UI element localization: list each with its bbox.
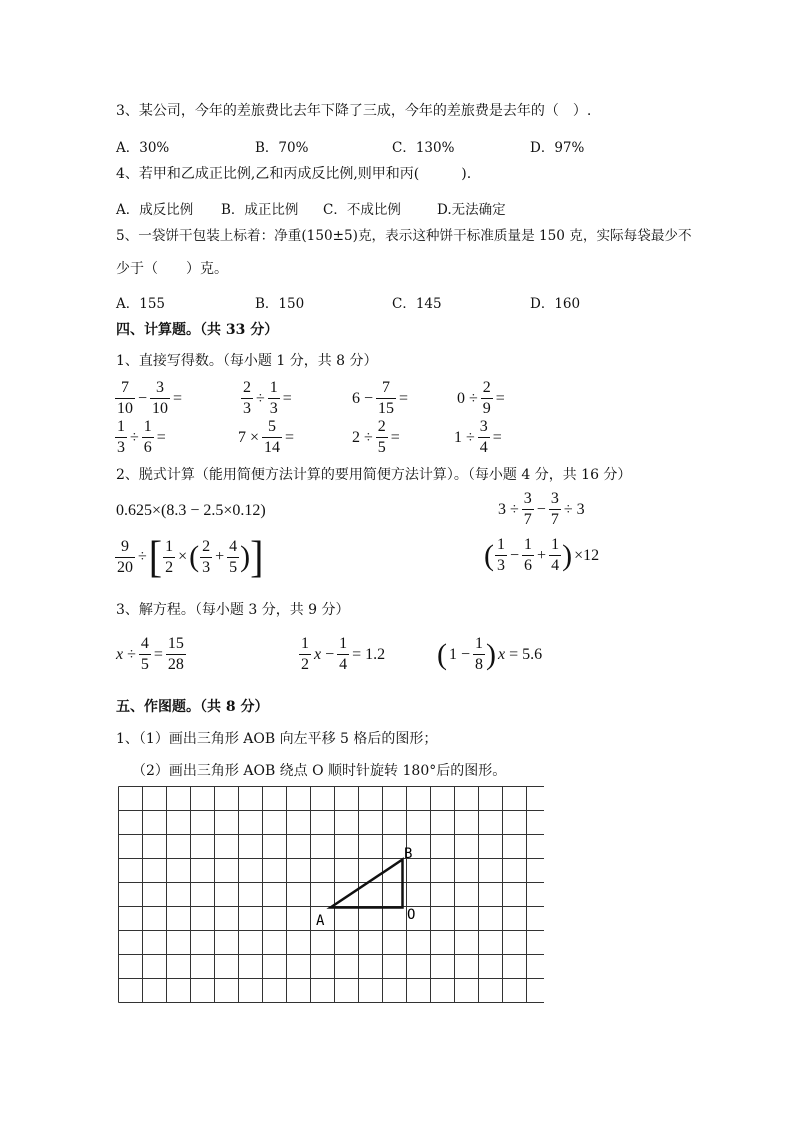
equation-1: x ÷ $\frac{4}{5}$ = $\frac{15}{28}$ [116,635,184,673]
section4-part3-title: 3、解方程。（每小题 3 分，共 9 分） [116,602,350,618]
q3-option-c: C．130% [392,140,455,156]
q5-stem-line2: 少于（ ）克。 [116,261,228,277]
q4-option-a: A．成反比例 [116,202,194,218]
expr-4: ( $\frac{1}{3}$ − $\frac{1}{6}$ + $\frac{1}{4}$ ) ×12 [484,536,600,574]
oral-item-1: $\frac{7}{10}$ − $\frac{3}{10}$ = [117,379,183,417]
q5-option-a: A．155 [116,296,166,312]
label-b: B [404,846,413,862]
q5-option-b: B．150 [255,296,305,312]
q3-stem: 3、某公司，今年的差旅费比去年下降了三成，今年的差旅费是去年的（ ）. [116,103,592,119]
q3-option-d: D．97% [530,140,585,156]
expr-2: 3 ÷ $\frac{3}{7}$ − $\frac{3}{7}$ ÷ 3 [498,490,585,528]
grid-lines [119,787,545,1003]
label-o: O [407,907,416,923]
equation-2: $\frac{1}{2}$ x − $\frac{1}{4}$ = 1.2 [301,635,386,673]
oral-item-6: 7 × $\frac{5}{14}$ = [238,418,295,456]
q4-option-b: B．成正比例 [221,202,299,218]
drawing-grid [118,786,544,1006]
section4-title: 四、计算题。（共 33 分） [116,322,279,338]
oral-item-7: 2 ÷ $\frac{2}{5}$ = [352,418,400,456]
oral-item-5: $\frac{1}{3}$ ÷ $\frac{1}{6}$ = [117,418,166,456]
q3-option-a: A．30% [116,140,170,156]
oral-item-2: $\frac{2}{3}$ ÷ $\frac{1}{3}$ = [243,379,292,417]
expr-3: $\frac{9}{20}$ ÷[ $\frac{1}{2}$ ×( $\frac{2}{3}$ + $\frac{4}{5}$ )] [117,531,264,582]
oral-item-8: 1 ÷ $\frac{3}{4}$ = [454,418,502,456]
q4-stem: 4、若甲和乙成正比例,乙和丙成反比例,则甲和丙( ). [116,166,472,182]
section4-part1-title: 1、直接写得数。（每小题 1 分，共 8 分） [116,353,378,369]
section4-part2-title: 2、脱式计算（能用简便方法计算的要用简便方法计算）。（每小题 4 分，共 16 分） [116,467,632,483]
label-a: A [316,913,325,929]
section5-instruction-1: 1、（1）画出三角形 AOB 向左平移 5 格后的图形； [116,731,438,747]
q3-option-b: B．70% [255,140,309,156]
triangle-aob [331,860,403,908]
oral-item-4: 0 ÷ $\frac{2}{9}$ = [457,379,505,417]
q5-option-d: D．160 [530,296,581,312]
q5-stem-line1: 5、一袋饼干包装上标着：净重(150±5)克，表示这种饼干标准质量是 150 克，实际每袋最少不 [116,228,692,244]
q4-option-d: D.无法确定 [437,202,506,218]
expr-1: 0.625×(8.3 − 2.5×0.12) [116,502,266,519]
q4-option-c: C．不成比例 [323,202,401,218]
equation-3: ( 1 − $\frac{1}{8}$ ) x = 5.6 [437,635,543,673]
section5-instruction-2: （2）画出三角形 AOB 绕点 O 顺时针旋转 180°后的图形。 [132,763,507,779]
oral-item-3: 6 − $\frac{7}{15}$ = [352,379,409,417]
section5-title: 五、作图题。（共 8 分） [116,699,269,715]
q5-option-c: C．145 [392,296,442,312]
